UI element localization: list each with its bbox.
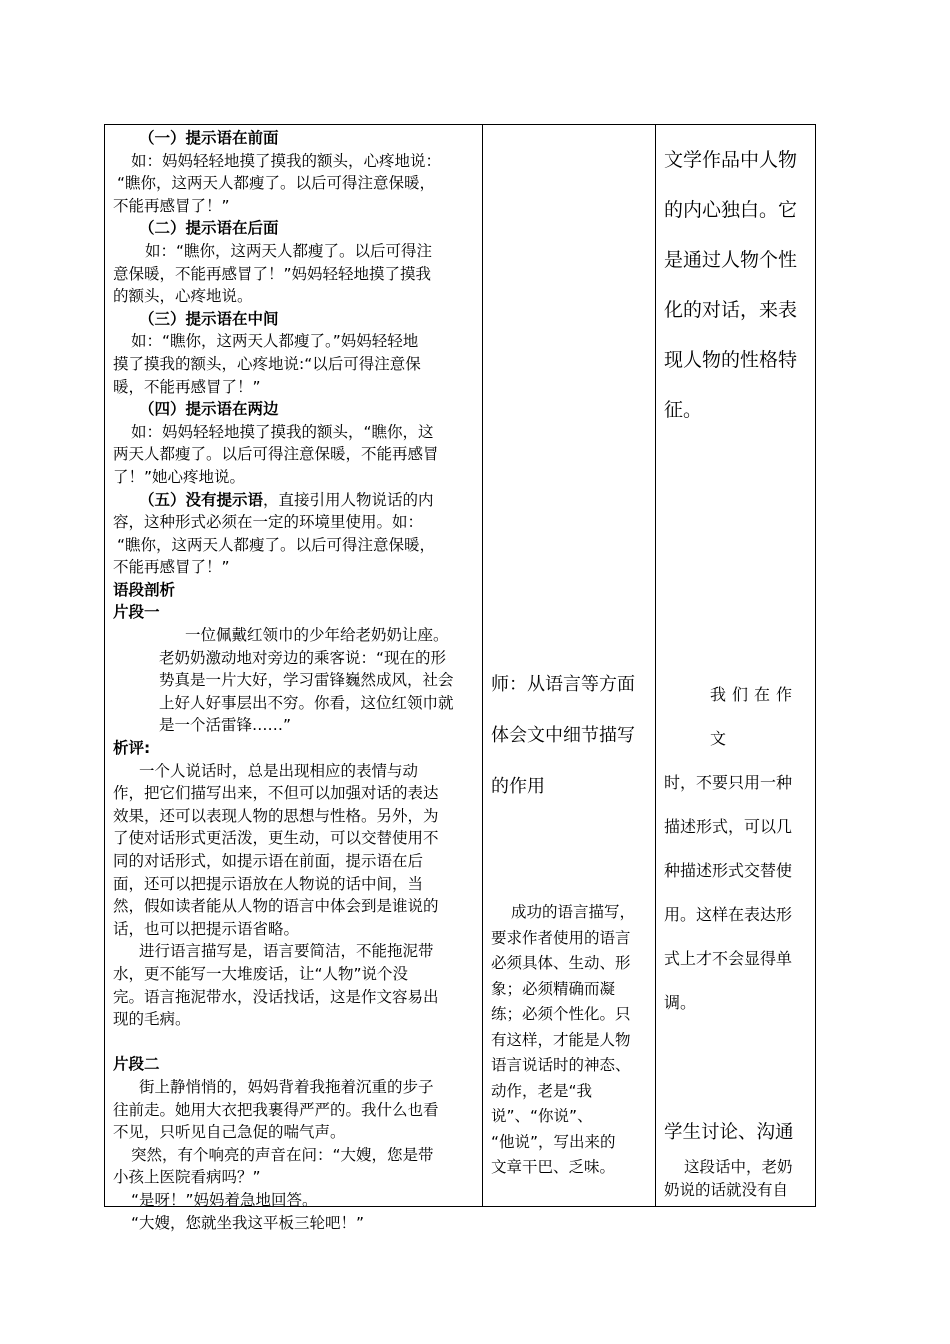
- paragraph: 进行语言描写是，语言要简洁，不能拖泥带: [139, 942, 434, 961]
- fragment-title: 片段二: [113, 1055, 160, 1074]
- teacher-column: [483, 125, 655, 1206]
- teacher-note: [491, 659, 635, 812]
- paragraph: “瞧你，这两天人都瘦了。以后可得注意保暖，: [117, 535, 436, 554]
- monologue-note: [664, 135, 797, 435]
- paragraph: 势真是一片大好，学习雷锋巍然成风，社会: [159, 671, 454, 690]
- paragraph: 面，还可以把提示语放在人物说的话中间，当: [113, 874, 424, 893]
- paragraph: 意保暖，不能再感冒了！”妈妈轻轻地摸了摸我: [113, 264, 432, 283]
- note-line: 种描述形式交替使: [664, 861, 793, 880]
- note-line: “他说”，写出来的: [491, 1132, 616, 1151]
- note-line: 成功的语言描写，: [511, 903, 636, 921]
- note-line: 师：从语言等方面: [491, 674, 635, 695]
- paragraph: 如：妈妈轻轻地摸了摸我的额头，“瞧你，这: [131, 422, 434, 441]
- section-title: 语段剖析: [113, 580, 176, 599]
- heading: （二）提示语在后面: [139, 219, 279, 238]
- paragraph: 往前走。她用大衣把我裹得严严的。我什么也看: [113, 1100, 439, 1119]
- paragraph: 同的对话形式，如提示语在前面，提示语在后: [113, 852, 424, 870]
- note-line: 化的对话，来表: [664, 299, 798, 321]
- note-line: 文学作品中人物: [664, 149, 798, 171]
- paragraph: 不见，只听见自己急促的喘气声。: [113, 1123, 346, 1142]
- lesson-table: [104, 124, 816, 1232]
- heading: （五）没有提示语: [139, 490, 264, 509]
- fragment-title: 片段一: [113, 603, 160, 622]
- note-line: 这段话中，老奶: [684, 1158, 793, 1176]
- paragraph: 话，也可以把提示语省略。: [113, 919, 300, 938]
- note-line: 的内心独白。它: [664, 199, 798, 221]
- note-line: 体会文中细节描写: [491, 725, 635, 746]
- note-line: 动作，老是“我: [491, 1081, 593, 1100]
- paragraph: 如：妈妈轻轻地摸了摸我的额头，心疼地说：: [131, 151, 442, 170]
- paragraph: 一个人说话时，总是出现相应的表情与动: [139, 761, 419, 780]
- note-line: 语言说话时的神态、: [491, 1056, 631, 1074]
- note-line: 的作用: [491, 776, 545, 797]
- note-line: 说”、“你说”、: [491, 1107, 593, 1125]
- note-line: 用。这样在表达形: [664, 905, 793, 924]
- blank-line: [113, 1031, 474, 1054]
- paragraph: 效果，还可以表现人物的思想与性格。另外，为: [113, 806, 439, 825]
- note-line: 有这样，才能是人物: [491, 1030, 631, 1049]
- paragraph: 容，这种形式必须在一定的环境里使用。如：: [113, 513, 424, 532]
- paragraph: 一位佩戴红领巾的少年给老奶奶让座。: [185, 626, 449, 645]
- paragraph: 了！”她心疼地说。: [113, 467, 246, 486]
- language-description-note: [491, 900, 635, 1181]
- paragraph: 小孩上医院看病吗？”: [113, 1168, 261, 1187]
- heading: （一）提示语在前面: [139, 129, 279, 147]
- heading: （四）提示语在两边: [139, 400, 279, 419]
- paragraph: 两天人都瘦了。以后可得注意保暖，不能再感冒: [113, 445, 439, 464]
- discussion-note: 学生讨论、沟通: [664, 1122, 794, 1143]
- analysis-note: [664, 1156, 793, 1202]
- paragraph: 然，假如读者能从人物的语言中体会到是谁说的: [113, 897, 439, 916]
- paragraph: 水，更不能写一大堆废话，让“人物”说个没: [113, 964, 409, 983]
- paragraph: 如：“瞧你，这两天人都瘦了。”妈妈轻轻地: [131, 332, 419, 351]
- paragraph: “是呀！”妈妈着急地回答。: [131, 1190, 318, 1209]
- paragraph: 上好人好事层出不穷。你看，这位红领巾就: [159, 693, 454, 712]
- note-line: 时，不要只用一种: [664, 773, 793, 792]
- note-line: 现人物的性格特: [664, 349, 798, 371]
- heading: （三）提示语在中间: [139, 309, 279, 328]
- note-line: 调。: [664, 993, 697, 1012]
- note-line: 要求作者使用的语言: [491, 928, 631, 947]
- paragraph: 摸了摸我的额头，心疼地说:“以后可得注意保: [113, 354, 421, 373]
- notes-column: [656, 125, 816, 1206]
- content-column: [105, 125, 482, 1232]
- paragraph: 暖，不能再感冒了！”: [113, 377, 261, 396]
- paragraph: 现的毛病。: [113, 1010, 191, 1029]
- note-line: 征。: [664, 399, 703, 421]
- note-line: 奶说的话就没有自: [664, 1181, 789, 1199]
- paragraph-text: ，直接引用人物说话的内: [263, 490, 434, 509]
- paragraph: 不能再感冒了！”: [113, 558, 230, 577]
- paragraph: 老奶奶激动地对旁边的乘客说：“现在的形: [159, 648, 447, 667]
- note-line: 描述形式，可以几: [664, 817, 793, 836]
- paragraph: “大嫂，您就坐我这平板三轮吧！”: [131, 1213, 365, 1232]
- note-line: 必须具体、生动、形: [491, 954, 631, 972]
- paragraph: 完。语言拖泥带水，没话找话，这是作文容易出: [113, 987, 439, 1006]
- note-line: 我们在作文: [710, 685, 799, 748]
- paragraph: [113, 489, 474, 512]
- paragraph: 街上静悄悄的，妈妈背着我拖着沉重的步子: [139, 1077, 434, 1096]
- paragraph: 的额头，心疼地说。: [113, 287, 253, 306]
- paragraph: 如：“瞧你，这两天人都瘦了。以后可得注: [145, 241, 433, 260]
- note-line: 式上才不会显得单: [664, 949, 793, 968]
- paragraph: 是一个活雷锋……”: [159, 716, 292, 735]
- note-line: 练；必须个性化。只: [491, 1005, 631, 1023]
- writing-tip-note: [664, 673, 816, 1025]
- note-line: 文章干巴、乏味。: [491, 1158, 616, 1176]
- paragraph: 了使对话形式更活泼，更生动，可以交替使用不: [113, 829, 439, 848]
- paragraph: 不能再感冒了！”: [113, 196, 230, 215]
- paragraph: “瞧你，这两天人都瘦了。以后可得注意保暖，: [117, 174, 436, 193]
- paragraph: 作，把它们描写出来，不但可以加强对话的表达: [113, 784, 439, 803]
- note-line: 是通过人物个性: [664, 249, 798, 271]
- comment-title: 析评:: [113, 739, 151, 758]
- paragraph: 突然，有个响亮的声音在问：“大嫂，您是带: [131, 1145, 434, 1164]
- note-line: 象；必须精确而凝: [491, 979, 616, 998]
